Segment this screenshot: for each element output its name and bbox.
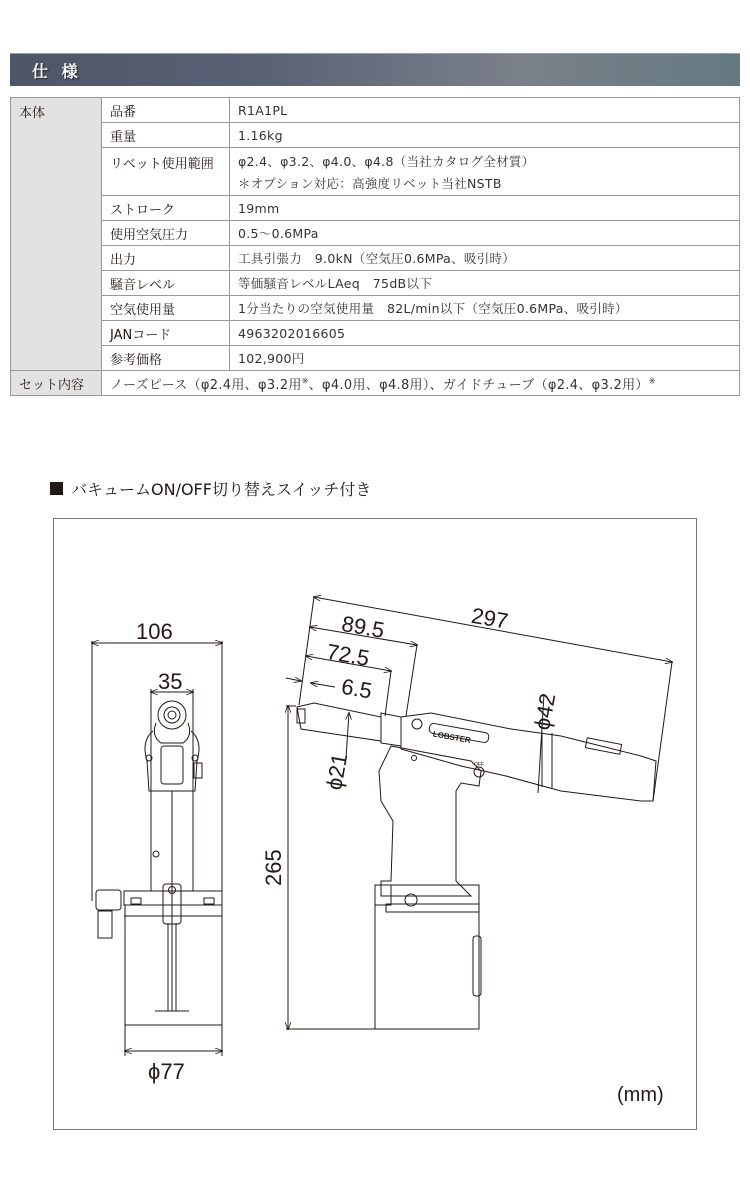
spec-value: 4963202016605 [230,321,740,346]
dim-72-5: 72.5 [324,638,372,671]
brand-label: LOBSTER [432,729,472,746]
set-contents-text: 、φ4.0用、φ4.8用）、ガイドチューブ（φ2.4、φ3.2用） [308,377,649,393]
spec-key: リベット使用範囲 [102,148,230,196]
spec-key: 空気使用量 [102,296,230,321]
spec-key: 騒音レベル [102,271,230,296]
spec-value: 等価騒音レベルLAeq 75dB以下 [230,271,740,296]
rivet-range-line1: φ2.4、φ3.2、φ4.0、φ4.8（当社カタログ全材質） [238,153,535,169]
dim-phi21: ϕ21 [321,751,353,792]
dimension-drawing [1,1,750,1200]
set-contents-text: ノーズピース（φ2.4用、φ3.2用 [110,377,302,393]
drawing-title: バキュームON/OFF切り替えスイッチ付き [71,480,372,499]
spec-key: 重量 [102,123,230,148]
note-mark: ※ [301,376,309,386]
spec-value: 102,900円 [230,346,740,371]
spec-key: 使用空気圧力 [102,221,230,246]
note-mark: ※ [648,376,656,386]
dim-297: 297 [469,602,511,634]
spec-key: 参考価格 [102,346,230,371]
dim-35: 35 [158,669,183,694]
dim-phi77: ϕ77 [148,1059,185,1084]
dim-89-5: 89.5 [339,610,387,643]
dim-265: 265 [261,849,286,886]
dim-phi42: ϕ42 [529,691,561,732]
spec-value: 19mm [230,196,740,221]
spec-key: 品番 [102,98,230,123]
spec-section-title: 仕 様 [32,62,82,81]
switch-label: OFF [474,762,484,768]
spec-value: 1分当たりの空気使用量 82L/min以下（空気圧0.6MPa、吸引時） [230,296,740,321]
spec-key: 出力 [102,246,230,271]
spec-value: 工具引張力 9.0kN（空気圧0.6MPa、吸引時） [230,246,740,271]
spec-key: JANコード [102,321,230,346]
spec-value: R1A1PL [230,98,740,123]
dim-106: 106 [136,619,173,644]
spec-value: 1.16kg [230,123,740,148]
front-view [92,641,222,1056]
category-body: 本体 [11,98,102,371]
rivet-range-line2: ＊オプション対応：高強度リベット当社NSTB [238,175,502,191]
spec-key: ストローク [102,196,230,221]
unit-label: (mm) [617,1084,664,1106]
dimension-drawing-frame [53,518,697,1130]
category-set-contents: セット内容 [11,371,102,396]
dim-6-5: 6.5 [339,673,374,704]
spec-value: 0.5〜0.6MPa [230,221,740,246]
